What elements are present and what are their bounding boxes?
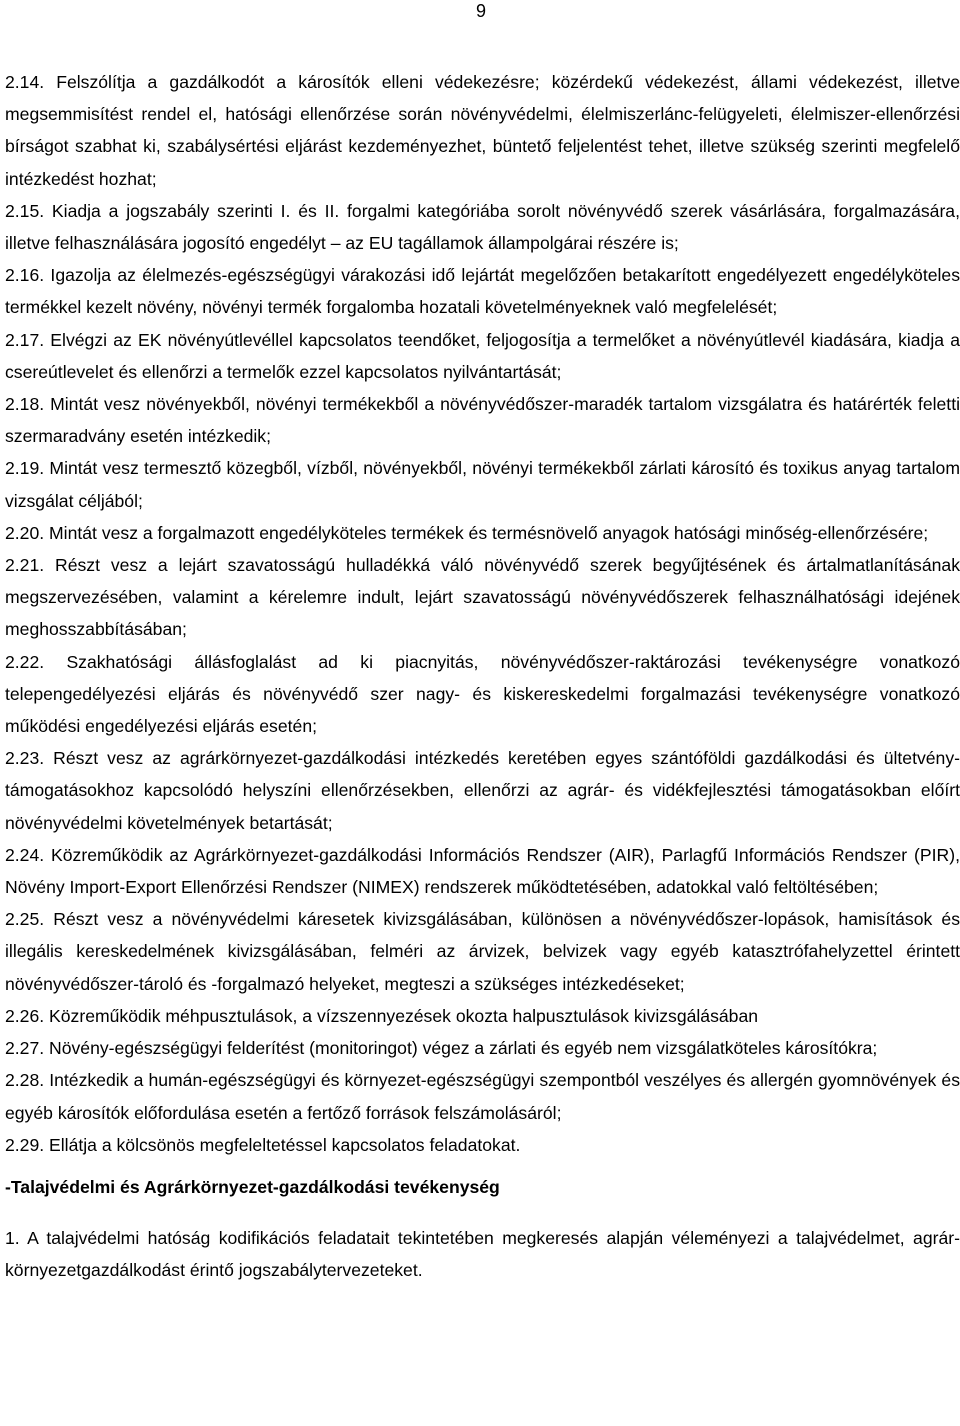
list-item: 2.23. Részt vesz az agrárkörnyezet-gazdálkodási intézkedés keretében egyes szántóföldi gazdálkodási és ültetvény-támogatásokhoz kapcsolódó helyszíni ellenőrzésekben, ellenőrzi az agrár- és vidékfejlesztési támogatásokban előírt növényvédelmi követelmények betartását; — [5, 748, 960, 833]
list-item: 2.14. Felszólítja a gazdálkodót a károsítók elleni védekezésre; közérdekű védekezést, állami védekezést, illetve megsemmisítést rendel el, hatósági ellenőrzése során növényvédelmi, élelmiszerlánc-felügyeleti, élelmiszer-ellenőrzési bírságot szabhat ki, szabálysértési eljárást kezdeményezhet, büntető feljelentést tehet, illetve szükség szerinti megfelelő intézkedést hozhat; — [5, 72, 960, 189]
document-body — [5, 66, 960, 1287]
list-item: 2.18. Mintát vesz növényekből, növényi termékekből a növényvédőszer-maradék tartalom vizsgálatra és határérték feletti szermaradvány esetén intézkedik; — [5, 394, 960, 447]
list-item: 2.27. Növény-egészségügyi felderítést (monitoringot) végez a zárlati és egyéb nem vizsgálatköteles károsítókra; — [5, 1038, 878, 1059]
list-item: 2.20. Mintát vesz a forgalmazott engedélyköteles termékek és termésnövelő anyagok hatósági minőség-ellenőrzésére; — [5, 522, 929, 543]
page-number: 9 — [475, 1, 486, 21]
list-item: 2.24. Közreműködik az Agrárkörnyezet-gazdálkodási Információs Rendszer (AIR), Parlagfű Információs Rendszer (PIR), Növény Import-Export Ellenőrzési Rendszer (NIMEX) rendszerek működtetésében, adatokkal való feltöltésében; — [5, 844, 960, 898]
list-item: 2.25. Részt vesz a növényvédelmi káresetek kivizsgálásában, különösen a növényvédőszer-lopások, hamisítások és illegális kereskedelmének kivizsgálásában, felméri az árvizek, belvizek vagy egyéb katasztrófahelyzettel érintett növényvédőszer-tároló és -forgalmazó helyeket, megteszi a szükséges intézkedéseket; — [5, 909, 960, 994]
list-item: 2.16. Igazolja az élelmezés-egészségügyi várakozási idő lejártát megelőzően betakarított engedélyezett engedélyköteles termékkel kezelt növény, növényi termék forgalomba hozatali követelményeknek való megfelelését; — [5, 265, 960, 318]
list-item: 2.28. Intézkedik a humán-egészségügyi és környezet-egészségügyi szempontból veszélyes és allergén gyomnövények és egyéb károsítók előfordulása esetén a fertőző források felszámolásáról; — [5, 1070, 960, 1123]
list-item: 2.15. Kiadja a jogszabály szerinti I. és II. forgalmi kategóriába sorolt növényvédő szerek vásárlására, forgalmazására, illetve felhasználására jogosító engedélyt – az EU tagállamok állampolgárai részére is; — [5, 200, 960, 254]
section-first-item: 1. A talajvédelmi hatóság kodifikációs feladatait tekintetében megkeresés alapján véleményezi a talajvédelmet, agrár-környezetgazdálkodást érintő jogszabálytervezeteket. — [5, 1228, 960, 1281]
list-item: 2.29. Ellátja a kölcsönös megfeleltetéssel kapcsolatos feladatokat. — [5, 1134, 521, 1155]
section-heading: -Talajvédelmi és Agrárkörnyezet-gazdálkodási tevékenység — [5, 1176, 500, 1197]
list-item: 2.17. Elvégzi az EK növényútlevéllel kapcsolatos teendőket, feljogosítja a termelőket a növényútlevél kiadására, kiadja a csereútlevelet és ellenőrzi a termelők ezzel kapcsolatos nyilvántartását; — [5, 329, 960, 382]
list-item: 2.21. Részt vesz a lejárt szavatosságú hulladékká váló növényvédő szerek begyűjtésének és ártalmatlanításának megszervezésében, valamint a kérelemre indult, lejárt szavatosságú növényvédőszerek felhasználhatósági idejének meghosszabbításában; — [5, 555, 960, 640]
list-item: 2.19. Mintát vesz termesztő közegből, vízből, növényekből, növényi termékekből zárlati károsító és toxikus anyag tartalom vizsgálat céljából; — [5, 458, 960, 511]
list-item: 2.22. Szakhatósági állásfoglalást ad ki piacnyitás, növényvédőszer-raktározási tevékenységre vonatkozó telepengedélyezési eljárás és növényvédő szer nagy- és kiskereskedelmi forgalmazási tevékenységre vonatkozó működési engedélyezési eljárás esetén; — [5, 651, 960, 737]
list-item: 2.26. Közreműködik méhpusztulások, a vízszennyezések okozta halpusztulások kivizsgálásában — [5, 1005, 759, 1026]
